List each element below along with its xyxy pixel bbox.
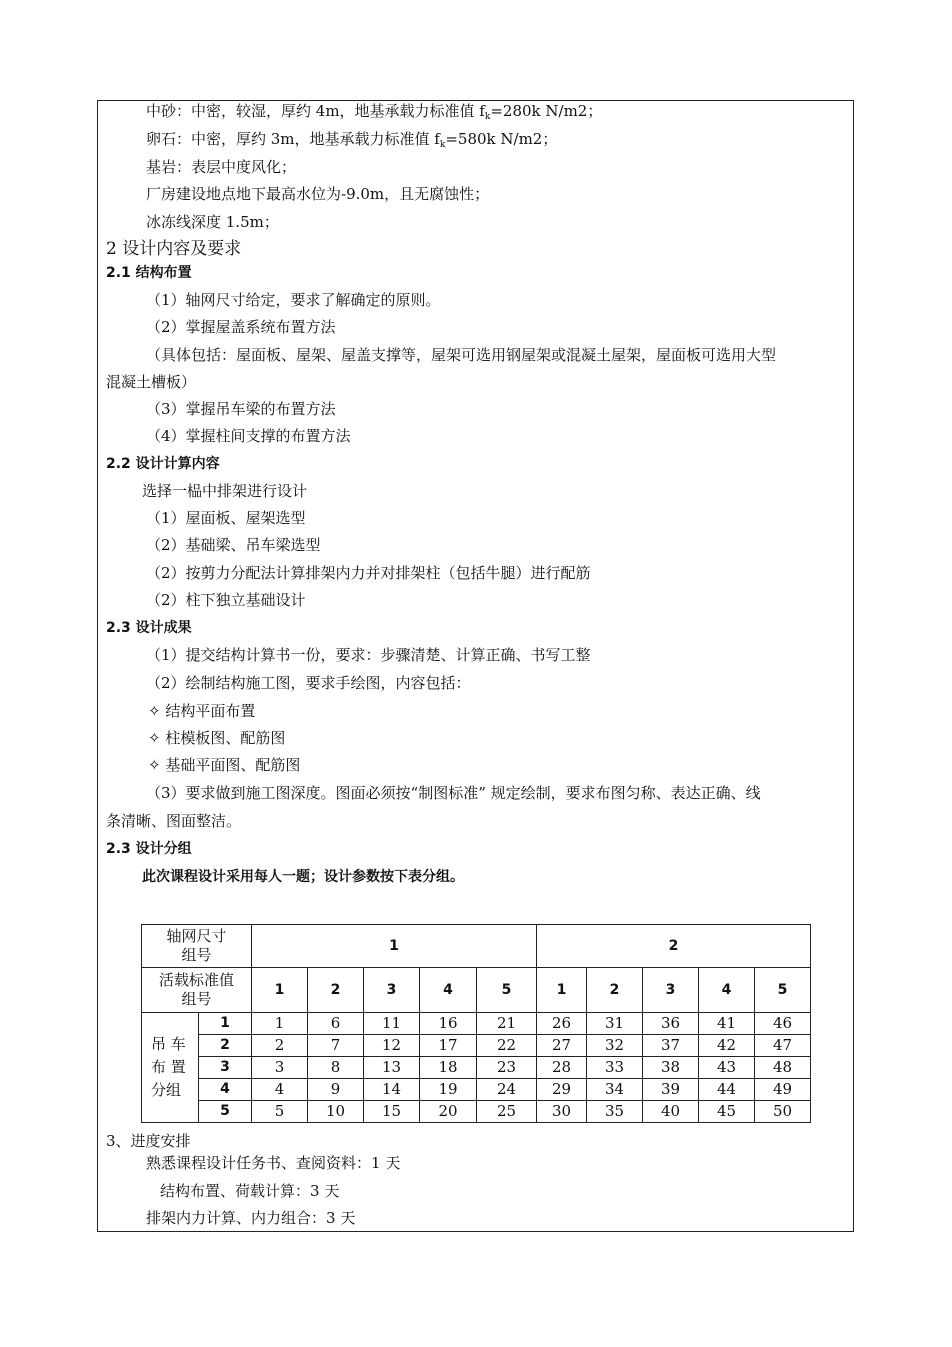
live-group: 1 bbox=[252, 968, 308, 1013]
table-cell: 29 bbox=[537, 1079, 587, 1101]
table-cell: 22 bbox=[477, 1035, 537, 1057]
table-cell: 34 bbox=[587, 1079, 643, 1101]
table-cell: 7 bbox=[308, 1035, 364, 1057]
table-cell: 8 bbox=[308, 1057, 364, 1079]
schedule-item-2: 结构布置、荷载计算：3 天 bbox=[160, 1182, 340, 1200]
crane-group-label: 吊 车 布 置 分组 bbox=[142, 1013, 199, 1123]
table-cell: 6 bbox=[308, 1013, 364, 1035]
crane-group-number: 1 bbox=[199, 1013, 252, 1035]
table-cell: 30 bbox=[537, 1101, 587, 1123]
table-row bbox=[142, 1079, 811, 1101]
table-cell: 33 bbox=[587, 1057, 643, 1079]
axis-group-1: 1 bbox=[252, 925, 537, 968]
s22-item-4: （2）柱下独立基础设计 bbox=[146, 591, 306, 609]
crane-group-number: 4 bbox=[199, 1079, 252, 1101]
table-cell: 28 bbox=[537, 1057, 587, 1079]
table-cell: 16 bbox=[420, 1013, 477, 1035]
grouping-note: 此次课程设计采用每人一题；设计参数按下表分组。 bbox=[142, 869, 464, 885]
soil-line-gravel: 卵石：中密，厚约 3m，地基承载力标准值 $f_k=580k$ N/m2； bbox=[146, 130, 558, 150]
table-cell: 35 bbox=[587, 1101, 643, 1123]
table-cell: 10 bbox=[308, 1101, 364, 1123]
table-cell: 11 bbox=[364, 1013, 420, 1035]
table-cell: 26 bbox=[537, 1013, 587, 1035]
live-group: 1 bbox=[537, 968, 587, 1013]
section-2-title: 2 设计内容及要求 bbox=[106, 239, 242, 259]
live-group: 2 bbox=[308, 968, 364, 1013]
soil-line-sand: 中砂：中密，较湿，厚约 4m，地基承载力标准值 $f_k=280k$ N/m2； bbox=[146, 102, 603, 122]
table-cell: 5 bbox=[252, 1101, 308, 1123]
live-load-row bbox=[142, 968, 811, 1013]
section-3-title: 3、进度安排 bbox=[106, 1132, 191, 1150]
table-cell: 43 bbox=[699, 1057, 755, 1079]
frost-depth-line: 冰冻线深度 1.5m； bbox=[146, 213, 279, 231]
table-cell: 25 bbox=[477, 1101, 537, 1123]
axis-size-header: 轴网尺寸 组号 bbox=[142, 925, 252, 968]
section-2-3-title: 2.3 设计成果 bbox=[106, 620, 192, 636]
table-cell: 44 bbox=[699, 1079, 755, 1101]
table-cell: 38 bbox=[643, 1057, 699, 1079]
table-cell: 48 bbox=[755, 1057, 811, 1079]
s23-item-2: （2）绘制结构施工图，要求手绘图，内容包括： bbox=[146, 674, 471, 692]
s22-item-2: （2）基础梁、吊车梁选型 bbox=[146, 536, 321, 554]
s21-item-5: （4）掌握柱间支撑的布置方法 bbox=[146, 427, 351, 445]
s21-item-3-cont: 混凝土槽板） bbox=[106, 373, 197, 391]
schedule-item-1: 熟悉课程设计任务书、查阅资料：1 天 bbox=[146, 1154, 401, 1172]
table-cell: 18 bbox=[420, 1057, 477, 1079]
crane-group-number: 3 bbox=[199, 1057, 252, 1079]
table-cell: 40 bbox=[643, 1101, 699, 1123]
axis-group-2: 2 bbox=[537, 925, 811, 968]
live-group: 5 bbox=[755, 968, 811, 1013]
table-cell: 24 bbox=[477, 1079, 537, 1101]
table-cell: 2 bbox=[252, 1035, 308, 1057]
table-cell: 49 bbox=[755, 1079, 811, 1101]
crane-group-number: 2 bbox=[199, 1035, 252, 1057]
section-2-4-title: 2.3 设计分组 bbox=[106, 841, 192, 857]
table-cell: 14 bbox=[364, 1079, 420, 1101]
design-grouping-table bbox=[141, 924, 811, 1123]
live-group: 5 bbox=[477, 968, 537, 1013]
table-cell: 46 bbox=[755, 1013, 811, 1035]
table-cell: 42 bbox=[699, 1035, 755, 1057]
s22-item-3: （2）按剪力分配法计算排架内力并对排架柱（包括牛腿）进行配筋 bbox=[146, 564, 591, 582]
table-row bbox=[142, 1013, 811, 1035]
table-cell: 15 bbox=[364, 1101, 420, 1123]
table-cell: 4 bbox=[252, 1079, 308, 1101]
live-load-header: 活载标准值 组号 bbox=[142, 968, 252, 1013]
section-2-2-title: 2.2 设计计算内容 bbox=[106, 456, 220, 472]
table-cell: 9 bbox=[308, 1079, 364, 1101]
s22-intro: 选择一榀中排架进行设计 bbox=[142, 482, 308, 500]
s23-req-line-1: （3）要求做到施工图深度。图面必须按“制图标准” 规定绘制，要求布图匀称、表达正确、线 bbox=[146, 784, 761, 802]
s21-item-3: （具体包括：屋面板、屋架、屋盖支撑等，屋架可选用钢屋架或混凝土屋架，屋面板可选用大型 bbox=[146, 346, 777, 364]
table-row bbox=[142, 1101, 811, 1123]
table-cell: 3 bbox=[252, 1057, 308, 1079]
table-cell: 23 bbox=[477, 1057, 537, 1079]
s21-item-4: （3）掌握吊车梁的布置方法 bbox=[146, 400, 336, 418]
table-cell: 31 bbox=[587, 1013, 643, 1035]
table-cell: 37 bbox=[643, 1035, 699, 1057]
table-row bbox=[142, 1057, 811, 1079]
table-cell: 20 bbox=[420, 1101, 477, 1123]
table-cell: 12 bbox=[364, 1035, 420, 1057]
crane-group-number: 5 bbox=[199, 1101, 252, 1123]
table-cell: 45 bbox=[699, 1101, 755, 1123]
table-cell: 13 bbox=[364, 1057, 420, 1079]
s23-bullet-1: ✧ 结构平面布置 bbox=[148, 702, 256, 720]
s23-bullet-3: ✧ 基础平面图、配筋图 bbox=[148, 756, 301, 774]
table-cell: 41 bbox=[699, 1013, 755, 1035]
live-group: 3 bbox=[364, 968, 420, 1013]
table-cell: 21 bbox=[477, 1013, 537, 1035]
table-cell: 1 bbox=[252, 1013, 308, 1035]
live-group: 2 bbox=[587, 968, 643, 1013]
table-cell: 32 bbox=[587, 1035, 643, 1057]
section-2-1-title: 2.1 结构布置 bbox=[106, 265, 192, 281]
water-level-line: 厂房建设地点地下最高水位为-9.0m，且无腐蚀性； bbox=[146, 185, 490, 203]
schedule-item-3: 排架内力计算、内力组合：3 天 bbox=[146, 1209, 356, 1227]
s22-item-1: （1）屋面板、屋架选型 bbox=[146, 509, 306, 527]
table-cell: 50 bbox=[755, 1101, 811, 1123]
document-frame bbox=[97, 100, 854, 1232]
table-cell: 27 bbox=[537, 1035, 587, 1057]
s23-req-line-2: 条清晰、图面整洁。 bbox=[106, 812, 242, 830]
axis-size-row bbox=[142, 925, 811, 968]
s21-item-2: （2）掌握屋盖系统布置方法 bbox=[146, 318, 336, 336]
table-row bbox=[142, 1035, 811, 1057]
s23-item-1: （1）提交结构计算书一份，要求：步骤清楚、计算正确、书写工整 bbox=[146, 646, 591, 664]
live-group: 3 bbox=[643, 968, 699, 1013]
table-cell: 47 bbox=[755, 1035, 811, 1057]
table-cell: 39 bbox=[643, 1079, 699, 1101]
live-group: 4 bbox=[699, 968, 755, 1013]
table-cell: 19 bbox=[420, 1079, 477, 1101]
table-cell: 36 bbox=[643, 1013, 699, 1035]
table-cell: 17 bbox=[420, 1035, 477, 1057]
live-group: 4 bbox=[420, 968, 477, 1013]
s21-item-1: （1）轴网尺寸给定，要求了解确定的原则。 bbox=[146, 291, 441, 309]
soil-line-bedrock: 基岩：表层中度风化； bbox=[146, 158, 297, 176]
s23-bullet-2: ✧ 柱模板图、配筋图 bbox=[148, 729, 286, 747]
